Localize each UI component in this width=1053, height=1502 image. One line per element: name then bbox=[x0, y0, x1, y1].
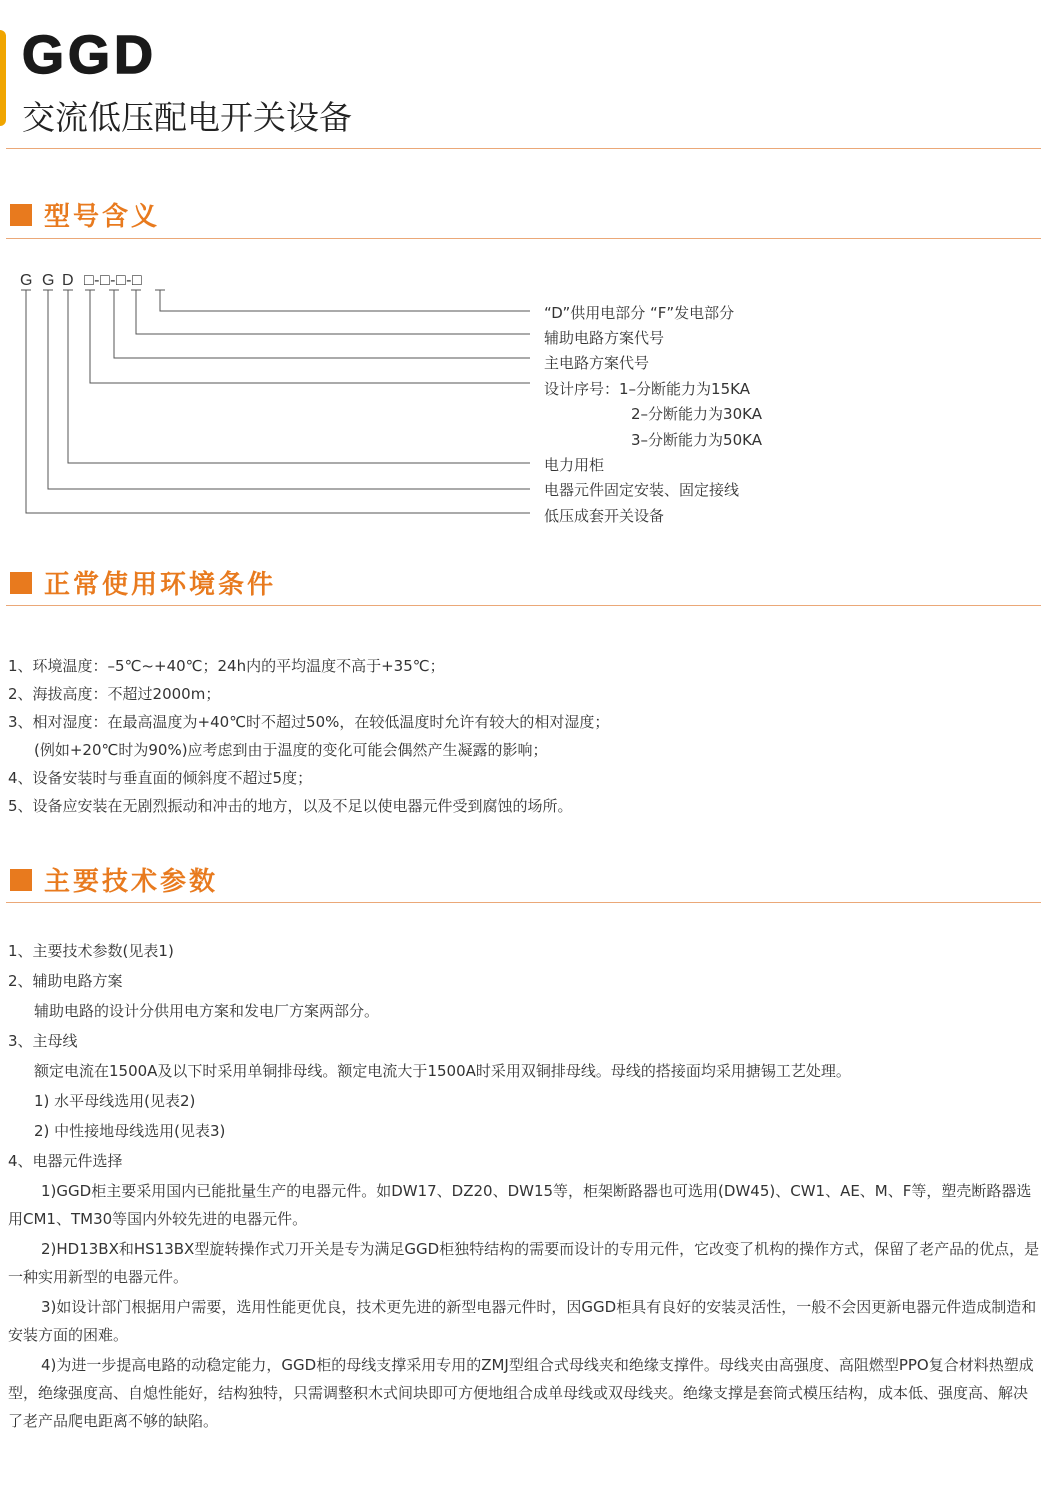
label-design-2: 2–分断能力为30KA bbox=[631, 405, 762, 423]
square-icon bbox=[10, 869, 32, 891]
list-item: 2、辅助电路方案 bbox=[8, 972, 123, 990]
list-item: (例如+20℃时为90%)应考虑到由于温度的变化可能会偶然产生凝露的影响； bbox=[34, 741, 548, 759]
accent-tab bbox=[0, 30, 6, 126]
code-boxes: □-□-□-□ bbox=[84, 272, 143, 289]
code-letter-g2: G bbox=[42, 272, 55, 289]
paragraph: 3)如设计部门根据用户需要，选用性能更优良，技术更先进的新型电器元件时，因GGD柜具有良好的安装灵活性，一般不会因更新电器元件造成制造和安装方面的困难。 bbox=[8, 1298, 1037, 1344]
paragraph: 4)为进一步提高电路的动稳定能力，GGD柜的母线支撑采用专用的ZMJ型组合式母线夹和绝缘支撑件。母线夹由高强度、高阻燃型PPO复合材料热塑成型，绝缘强度高、自熄性能好，结构独特，只需调整积木式间块即可方便地组合成单母线或双母线夹。绝缘支撑是套筒式模压结构，成本低、强度高、解决了老产品爬电距离不够的缺陷。 bbox=[8, 1356, 1034, 1430]
list-item: 1、主要技术参数(见表1) bbox=[8, 942, 174, 960]
label-main-circuit: 主电路方案代号 bbox=[544, 354, 650, 372]
code-letter-g1: G bbox=[20, 272, 33, 289]
tech-list bbox=[8, 936, 1042, 1435]
divider bbox=[6, 148, 1041, 149]
label-design-no: 设计序号：1–分断能力为15KA bbox=[544, 380, 750, 398]
list-item: 2、海拔高度：不超过2000m； bbox=[8, 685, 221, 703]
list-item: 辅助电路的设计分供用电方案和发电厂方案两部分。 bbox=[34, 1002, 380, 1020]
paragraph: 2)HD13BX和HS13BX型旋转操作式刀开关是专为满足GGD柜独特结构的需要而设计的专用元件，它改变了机构的操作方式，保留了老产品的优点，是一种实用新型的电器元件。 bbox=[8, 1240, 1040, 1286]
section-title: 主要技术参数 bbox=[44, 867, 219, 897]
model-diagram bbox=[0, 260, 540, 530]
square-icon bbox=[10, 204, 32, 226]
label-design-3: 3–分断能力为50KA bbox=[631, 431, 762, 449]
diagram-lines bbox=[21, 290, 530, 513]
code-letter-d: D bbox=[62, 272, 74, 289]
env-list bbox=[8, 652, 1042, 820]
label-lv-switchgear: 低压成套开关设备 bbox=[544, 507, 665, 525]
list-item: 4、设备安装时与垂直面的倾斜度不超过5度； bbox=[8, 769, 313, 787]
square-icon bbox=[10, 572, 32, 594]
list-item: 4、电器元件选择 bbox=[8, 1152, 123, 1170]
section-heading-tech bbox=[10, 861, 218, 898]
divider bbox=[6, 238, 1041, 239]
section-heading-model bbox=[10, 196, 160, 233]
paragraph: 1)GGD柜主要采用国内已能批量生产的电器元件。如DW17、DZ20、DW15等，柜架断路器也可选用(DW45)、CW1、AE、M、F等，塑壳断路器选用CM1、TM30等国内外较先进的电器元件。 bbox=[8, 1182, 1032, 1228]
label-aux-circuit: 辅助电路方案代号 bbox=[544, 329, 665, 347]
divider bbox=[6, 605, 1041, 606]
list-item: 3、相对湿度：在最高温度为+40℃时不超过50%，在较低温度时允许有较大的相对湿度； bbox=[8, 713, 610, 731]
brand-title: GGD bbox=[22, 25, 158, 85]
list-item: 2) 中性接地母线选用(见表3) bbox=[34, 1122, 226, 1140]
list-item: 1) 水平母线选用(见表2) bbox=[34, 1092, 196, 1110]
section-heading-env bbox=[10, 564, 276, 601]
section-title: 型号含义 bbox=[44, 202, 161, 232]
list-item: 5、设备应安装在无剧烈振动和冲击的地方，以及不足以使电器元件受到腐蚀的场所。 bbox=[8, 797, 573, 815]
list-item: 1、环境温度：–5℃~+40℃；24h内的平均温度不高于+35℃； bbox=[8, 657, 445, 675]
section-title: 正常使用环境条件 bbox=[44, 570, 277, 600]
list-item: 额定电流在1500A及以下时采用单铜排母线。额定电流大于1500A时采用双铜排母线。母线的搭接面均采用搪锡工艺处理。 bbox=[34, 1062, 851, 1080]
divider bbox=[6, 902, 1041, 903]
label-fixed-install: 电器元件固定安装、固定接线 bbox=[544, 481, 740, 499]
label-power-part: “D”供用电部分 “F”发电部分 bbox=[544, 304, 735, 322]
list-item: 3、主母线 bbox=[8, 1032, 78, 1050]
page-title: 交流低压配电开关设备 bbox=[22, 98, 352, 137]
label-power-cabinet: 电力用柜 bbox=[544, 456, 605, 474]
